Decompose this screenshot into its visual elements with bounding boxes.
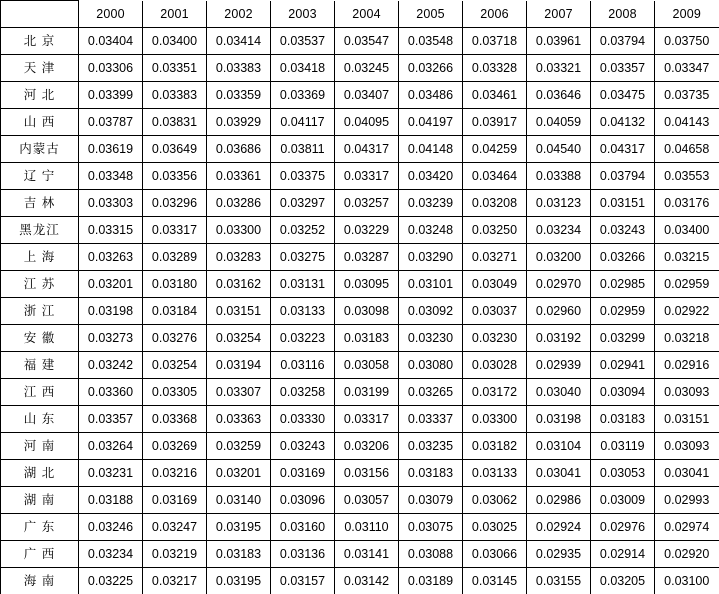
cell-value: 0.03225 [79, 568, 143, 594]
cell-value: 0.03315 [79, 217, 143, 244]
cell-value: 0.03216 [143, 460, 207, 487]
cell-value: 0.03088 [399, 541, 463, 568]
cell-value: 0.03306 [79, 55, 143, 82]
cell-value: 0.03198 [527, 406, 591, 433]
cell-value: 0.03119 [591, 433, 655, 460]
row-label: 江 苏 [1, 271, 79, 298]
cell-value: 0.03553 [655, 163, 719, 190]
cell-value: 0.03182 [463, 433, 527, 460]
cell-value: 0.03093 [655, 433, 719, 460]
column-header-2008: 2008 [591, 1, 655, 28]
row-label: 江 西 [1, 379, 79, 406]
table-row [1, 487, 719, 514]
cell-value: 0.04148 [399, 136, 463, 163]
cell-value: 0.03094 [591, 379, 655, 406]
cell-value: 0.03266 [399, 55, 463, 82]
cell-value: 0.03361 [207, 163, 271, 190]
table-row [1, 541, 719, 568]
cell-value: 0.03234 [527, 217, 591, 244]
cell-value: 0.03080 [399, 352, 463, 379]
cell-value: 0.03248 [399, 217, 463, 244]
cell-value: 0.03464 [463, 163, 527, 190]
table-row [1, 460, 719, 487]
cell-value: 0.03028 [463, 352, 527, 379]
cell-value: 0.03399 [79, 82, 143, 109]
cell-value: 0.03123 [527, 190, 591, 217]
corner-cell [1, 1, 79, 28]
cell-value: 0.03142 [335, 568, 399, 594]
table-row [1, 109, 719, 136]
row-label: 海 南 [1, 568, 79, 594]
cell-value: 0.03300 [463, 406, 527, 433]
row-label: 山 东 [1, 406, 79, 433]
cell-value: 0.03275 [271, 244, 335, 271]
cell-value: 0.03172 [463, 379, 527, 406]
cell-value: 0.03194 [207, 352, 271, 379]
cell-value: 0.03053 [591, 460, 655, 487]
cell-value: 0.03192 [527, 325, 591, 352]
row-label: 山 西 [1, 109, 79, 136]
cell-value: 0.03252 [271, 217, 335, 244]
row-label: 河 南 [1, 433, 79, 460]
cell-value: 0.03254 [143, 352, 207, 379]
table-row [1, 82, 719, 109]
cell-value: 0.04132 [591, 109, 655, 136]
cell-value: 0.03201 [207, 460, 271, 487]
cell-value: 0.02941 [591, 352, 655, 379]
cell-value: 0.03299 [591, 325, 655, 352]
cell-value: 0.02916 [655, 352, 719, 379]
cell-value: 0.03062 [463, 487, 527, 514]
cell-value: 0.02959 [655, 271, 719, 298]
cell-value: 0.03296 [143, 190, 207, 217]
cell-value: 0.03961 [527, 28, 591, 55]
cell-value: 0.03208 [463, 190, 527, 217]
cell-value: 0.03098 [335, 298, 399, 325]
cell-value: 0.03231 [79, 460, 143, 487]
column-header-2003: 2003 [271, 1, 335, 28]
cell-value: 0.03735 [655, 82, 719, 109]
cell-value: 0.03475 [591, 82, 655, 109]
cell-value: 0.03200 [527, 244, 591, 271]
cell-value: 0.03243 [591, 217, 655, 244]
cell-value: 0.03649 [143, 136, 207, 163]
cell-value: 0.03162 [207, 271, 271, 298]
cell-value: 0.03351 [143, 55, 207, 82]
column-header-2004: 2004 [335, 1, 399, 28]
cell-value: 0.03245 [335, 55, 399, 82]
cell-value: 0.03317 [143, 217, 207, 244]
cell-value: 0.03184 [143, 298, 207, 325]
cell-value: 0.03075 [399, 514, 463, 541]
cell-value: 0.03330 [271, 406, 335, 433]
cell-value: 0.03646 [527, 82, 591, 109]
cell-value: 0.03041 [527, 460, 591, 487]
row-label: 安 徽 [1, 325, 79, 352]
cell-value: 0.04095 [335, 109, 399, 136]
table-row [1, 190, 719, 217]
cell-value: 0.03206 [335, 433, 399, 460]
cell-value: 0.03486 [399, 82, 463, 109]
cell-value: 0.03040 [527, 379, 591, 406]
cell-value: 0.03131 [271, 271, 335, 298]
table-row [1, 136, 719, 163]
cell-value: 0.03215 [655, 244, 719, 271]
cell-value: 0.03025 [463, 514, 527, 541]
row-label: 浙 江 [1, 298, 79, 325]
cell-value: 0.03404 [79, 28, 143, 55]
row-label: 湖 南 [1, 487, 79, 514]
cell-value: 0.03289 [143, 244, 207, 271]
cell-value: 0.03461 [463, 82, 527, 109]
row-label: 广 东 [1, 514, 79, 541]
cell-value: 0.03219 [143, 541, 207, 568]
cell-value: 0.03157 [271, 568, 335, 594]
cell-value: 0.03037 [463, 298, 527, 325]
row-label: 河 北 [1, 82, 79, 109]
cell-value: 0.03794 [591, 163, 655, 190]
cell-value: 0.03247 [143, 514, 207, 541]
cell-value: 0.03201 [79, 271, 143, 298]
table-row [1, 217, 719, 244]
table-row [1, 55, 719, 82]
column-header-2002: 2002 [207, 1, 271, 28]
cell-value: 0.04059 [527, 109, 591, 136]
cell-value: 0.03328 [463, 55, 527, 82]
cell-value: 0.03218 [655, 325, 719, 352]
cell-value: 0.02935 [527, 541, 591, 568]
cell-value: 0.03276 [143, 325, 207, 352]
cell-value: 0.03183 [591, 406, 655, 433]
table-row [1, 568, 719, 594]
cell-value: 0.03176 [655, 190, 719, 217]
cell-value: 0.03420 [399, 163, 463, 190]
cell-value: 0.03242 [79, 352, 143, 379]
cell-value: 0.02974 [655, 514, 719, 541]
row-label: 辽 宁 [1, 163, 79, 190]
cell-value: 0.03317 [335, 163, 399, 190]
cell-value: 0.02970 [527, 271, 591, 298]
cell-value: 0.03718 [463, 28, 527, 55]
cell-value: 0.02985 [591, 271, 655, 298]
cell-value: 0.03160 [271, 514, 335, 541]
cell-value: 0.03169 [271, 460, 335, 487]
cell-value: 0.03337 [399, 406, 463, 433]
cell-value: 0.03188 [79, 487, 143, 514]
cell-value: 0.03400 [143, 28, 207, 55]
row-label: 上 海 [1, 244, 79, 271]
cell-value: 0.03750 [655, 28, 719, 55]
row-label: 北 京 [1, 28, 79, 55]
cell-value: 0.03250 [463, 217, 527, 244]
cell-value: 0.04317 [591, 136, 655, 163]
cell-value: 0.03246 [79, 514, 143, 541]
cell-value: 0.03418 [271, 55, 335, 82]
row-label: 内蒙古 [1, 136, 79, 163]
column-header-2007: 2007 [527, 1, 591, 28]
cell-value: 0.03265 [399, 379, 463, 406]
column-header-2000: 2000 [79, 1, 143, 28]
cell-value: 0.04143 [655, 109, 719, 136]
cell-value: 0.03243 [271, 433, 335, 460]
cell-value: 0.04540 [527, 136, 591, 163]
cell-value: 0.03145 [463, 568, 527, 594]
cell-value: 0.03363 [207, 406, 271, 433]
table-row [1, 28, 719, 55]
table-row [1, 433, 719, 460]
cell-value: 0.03303 [79, 190, 143, 217]
table-body [1, 28, 719, 594]
cell-value: 0.03234 [79, 541, 143, 568]
cell-value: 0.03079 [399, 487, 463, 514]
cell-value: 0.03917 [463, 109, 527, 136]
table-row [1, 325, 719, 352]
cell-value: 0.03183 [335, 325, 399, 352]
cell-value: 0.03230 [399, 325, 463, 352]
cell-value: 0.03537 [271, 28, 335, 55]
cell-value: 0.03619 [79, 136, 143, 163]
cell-value: 0.03369 [271, 82, 335, 109]
cell-value: 0.03199 [335, 379, 399, 406]
column-header-2006: 2006 [463, 1, 527, 28]
cell-value: 0.03273 [79, 325, 143, 352]
cell-value: 0.02976 [591, 514, 655, 541]
cell-value: 0.03133 [463, 460, 527, 487]
table-row [1, 379, 719, 406]
cell-value: 0.03357 [79, 406, 143, 433]
cell-value: 0.03116 [271, 352, 335, 379]
cell-value: 0.03057 [335, 487, 399, 514]
cell-value: 0.03259 [207, 433, 271, 460]
cell-value: 0.03229 [335, 217, 399, 244]
cell-value: 0.03356 [143, 163, 207, 190]
cell-value: 0.03548 [399, 28, 463, 55]
cell-value: 0.03359 [207, 82, 271, 109]
cell-value: 0.03104 [527, 433, 591, 460]
cell-value: 0.03368 [143, 406, 207, 433]
cell-value: 0.03686 [207, 136, 271, 163]
cell-value: 0.03217 [143, 568, 207, 594]
cell-value: 0.02939 [527, 352, 591, 379]
cell-value: 0.03189 [399, 568, 463, 594]
cell-value: 0.02922 [655, 298, 719, 325]
cell-value: 0.03831 [143, 109, 207, 136]
cell-value: 0.03400 [655, 217, 719, 244]
cell-value: 0.03307 [207, 379, 271, 406]
cell-value: 0.03101 [399, 271, 463, 298]
cell-value: 0.02924 [527, 514, 591, 541]
cell-value: 0.03929 [207, 109, 271, 136]
cell-value: 0.03136 [271, 541, 335, 568]
row-label: 福 建 [1, 352, 79, 379]
cell-value: 0.03223 [271, 325, 335, 352]
cell-value: 0.03110 [335, 514, 399, 541]
cell-value: 0.03383 [143, 82, 207, 109]
table-row [1, 271, 719, 298]
cell-value: 0.04197 [399, 109, 463, 136]
row-label: 天 津 [1, 55, 79, 82]
cell-value: 0.02986 [527, 487, 591, 514]
cell-value: 0.03156 [335, 460, 399, 487]
table-row [1, 514, 719, 541]
cell-value: 0.03257 [335, 190, 399, 217]
cell-value: 0.03140 [207, 487, 271, 514]
cell-value: 0.03066 [463, 541, 527, 568]
cell-value: 0.03347 [655, 55, 719, 82]
cell-value: 0.03151 [591, 190, 655, 217]
cell-value: 0.03009 [591, 487, 655, 514]
row-label: 黑龙江 [1, 217, 79, 244]
cell-value: 0.03180 [143, 271, 207, 298]
cell-value: 0.03230 [463, 325, 527, 352]
cell-value: 0.03787 [79, 109, 143, 136]
cell-value: 0.03264 [79, 433, 143, 460]
cell-value: 0.03383 [207, 55, 271, 82]
cell-value: 0.03286 [207, 190, 271, 217]
cell-value: 0.03058 [335, 352, 399, 379]
cell-value: 0.03258 [271, 379, 335, 406]
cell-value: 0.04658 [655, 136, 719, 163]
cell-value: 0.03169 [143, 487, 207, 514]
cell-value: 0.03357 [591, 55, 655, 82]
cell-value: 0.03141 [335, 541, 399, 568]
cell-value: 0.03290 [399, 244, 463, 271]
cell-value: 0.03269 [143, 433, 207, 460]
cell-value: 0.03271 [463, 244, 527, 271]
cell-value: 0.03096 [271, 487, 335, 514]
cell-value: 0.03100 [655, 568, 719, 594]
cell-value: 0.03092 [399, 298, 463, 325]
cell-value: 0.03183 [207, 541, 271, 568]
cell-value: 0.03254 [207, 325, 271, 352]
cell-value: 0.03407 [335, 82, 399, 109]
cell-value: 0.03093 [655, 379, 719, 406]
table-row [1, 163, 719, 190]
cell-value: 0.03263 [79, 244, 143, 271]
row-label: 湖 北 [1, 460, 79, 487]
cell-value: 0.03321 [527, 55, 591, 82]
cell-value: 0.03414 [207, 28, 271, 55]
cell-value: 0.03317 [335, 406, 399, 433]
cell-value: 0.02960 [527, 298, 591, 325]
cell-value: 0.04117 [271, 109, 335, 136]
cell-value: 0.03287 [335, 244, 399, 271]
cell-value: 0.03195 [207, 568, 271, 594]
cell-value: 0.02959 [591, 298, 655, 325]
table-row [1, 352, 719, 379]
table-header-row [1, 1, 719, 28]
cell-value: 0.03235 [399, 433, 463, 460]
cell-value: 0.03794 [591, 28, 655, 55]
cell-value: 0.03547 [335, 28, 399, 55]
cell-value: 0.02920 [655, 541, 719, 568]
cell-value: 0.03095 [335, 271, 399, 298]
cell-value: 0.03195 [207, 514, 271, 541]
cell-value: 0.02914 [591, 541, 655, 568]
cell-value: 0.02993 [655, 487, 719, 514]
column-header-2005: 2005 [399, 1, 463, 28]
cell-value: 0.04317 [335, 136, 399, 163]
cell-value: 0.03375 [271, 163, 335, 190]
cell-value: 0.03041 [655, 460, 719, 487]
cell-value: 0.03151 [207, 298, 271, 325]
cell-value: 0.03811 [271, 136, 335, 163]
cell-value: 0.03049 [463, 271, 527, 298]
cell-value: 0.03198 [79, 298, 143, 325]
cell-value: 0.03133 [271, 298, 335, 325]
table-row [1, 244, 719, 271]
cell-value: 0.03155 [527, 568, 591, 594]
cell-value: 0.03388 [527, 163, 591, 190]
column-header-2001: 2001 [143, 1, 207, 28]
cell-value: 0.03205 [591, 568, 655, 594]
cell-value: 0.03239 [399, 190, 463, 217]
cell-value: 0.03266 [591, 244, 655, 271]
row-label: 吉 林 [1, 190, 79, 217]
cell-value: 0.04259 [463, 136, 527, 163]
table-row [1, 298, 719, 325]
cell-value: 0.03151 [655, 406, 719, 433]
cell-value: 0.03300 [207, 217, 271, 244]
cell-value: 0.03183 [399, 460, 463, 487]
cell-value: 0.03283 [207, 244, 271, 271]
cell-value: 0.03305 [143, 379, 207, 406]
cell-value: 0.03360 [79, 379, 143, 406]
cell-value: 0.03297 [271, 190, 335, 217]
column-header-2009: 2009 [655, 1, 719, 28]
table-row [1, 406, 719, 433]
row-label: 广 西 [1, 541, 79, 568]
cell-value: 0.03348 [79, 163, 143, 190]
